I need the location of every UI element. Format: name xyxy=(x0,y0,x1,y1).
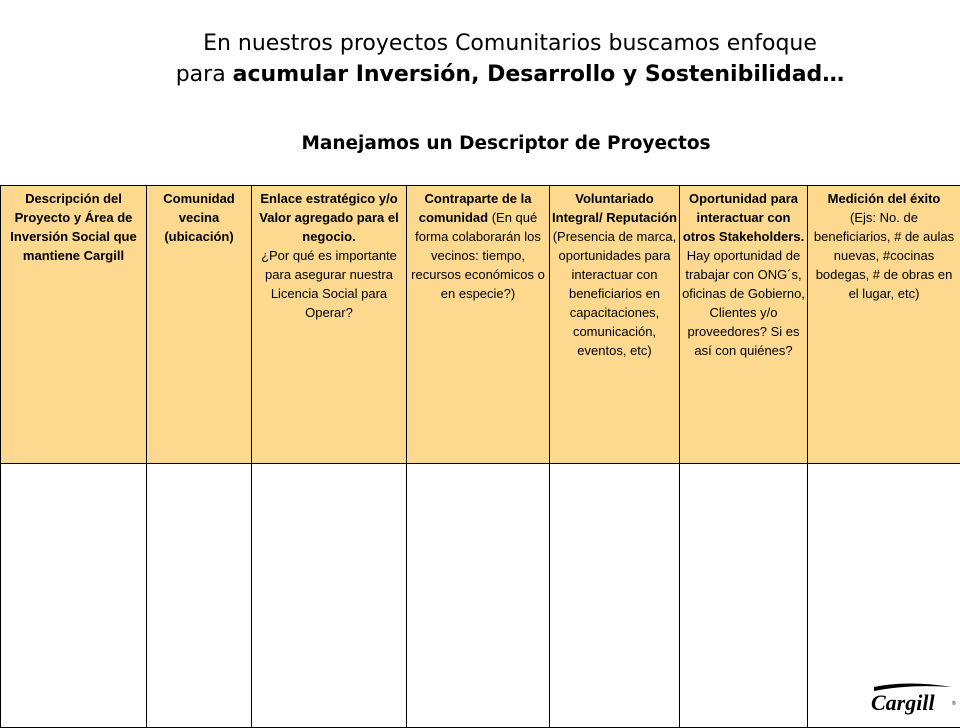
slide-title xyxy=(0,28,960,90)
header-cell-volunteering: Voluntariado Integral/ Reputación (Presencia de marca, oportunidades para interactuar con beneficiarios en capacitaciones, comunicación, eventos, etc) xyxy=(550,186,680,464)
table-row xyxy=(1,464,960,728)
header-cell-counterpart: Contraparte de la comunidad (En qué forma colaborarán los vecinos: tiempo, recursos económicos o en especie?) xyxy=(407,186,550,464)
header-cell-stakeholders: Oportunidad para interactuar con otros Stakeholders. Hay oportunidad de trabajar con ONG´s, oficinas de Gobierno, Clientes y/o proveedores? Si es así con quiénes? xyxy=(680,186,808,464)
table-cell[interactable] xyxy=(680,464,808,728)
title-line-1: En nuestros proyectos Comunitarios buscamos enfoque xyxy=(0,28,960,59)
table-cell[interactable] xyxy=(252,464,407,728)
title-line-2: para acumular Inversión, Desarrollo y Sostenibilidad… xyxy=(0,59,960,90)
title-emphasis: acumular Inversión, Desarrollo y Sostenibilidad… xyxy=(233,62,845,87)
logo-wordmark: Cargill xyxy=(871,690,935,715)
table-cell[interactable] xyxy=(407,464,550,728)
table-cell[interactable] xyxy=(147,464,252,728)
svg-text:®: ® xyxy=(952,700,956,707)
table-cell[interactable] xyxy=(550,464,680,728)
header-cell-success-measure: Medición del éxito (Ejs: No. de beneficiarios, # de aulas nuevas, #cocinas bodegas, # de obras en el lugar, etc) xyxy=(808,186,960,464)
project-descriptor-table xyxy=(0,185,960,728)
header-cell-strategic-link: Enlace estratégico y/o Valor agregado para el negocio. ¿Por qué es importante para asegurar nuestra Licencia Social para Operar? xyxy=(252,186,407,464)
cargill-logo xyxy=(868,683,958,715)
table-cell[interactable] xyxy=(1,464,147,728)
header-cell-community: Comunidad vecina (ubicación) xyxy=(147,186,252,464)
slide-subtitle: Manejamos un Descriptor de Proyectos xyxy=(0,133,960,154)
header-cell-description: Descripción del Proyecto y Área de Inversión Social que mantiene Cargill xyxy=(1,186,147,464)
table-header-row xyxy=(1,186,960,464)
